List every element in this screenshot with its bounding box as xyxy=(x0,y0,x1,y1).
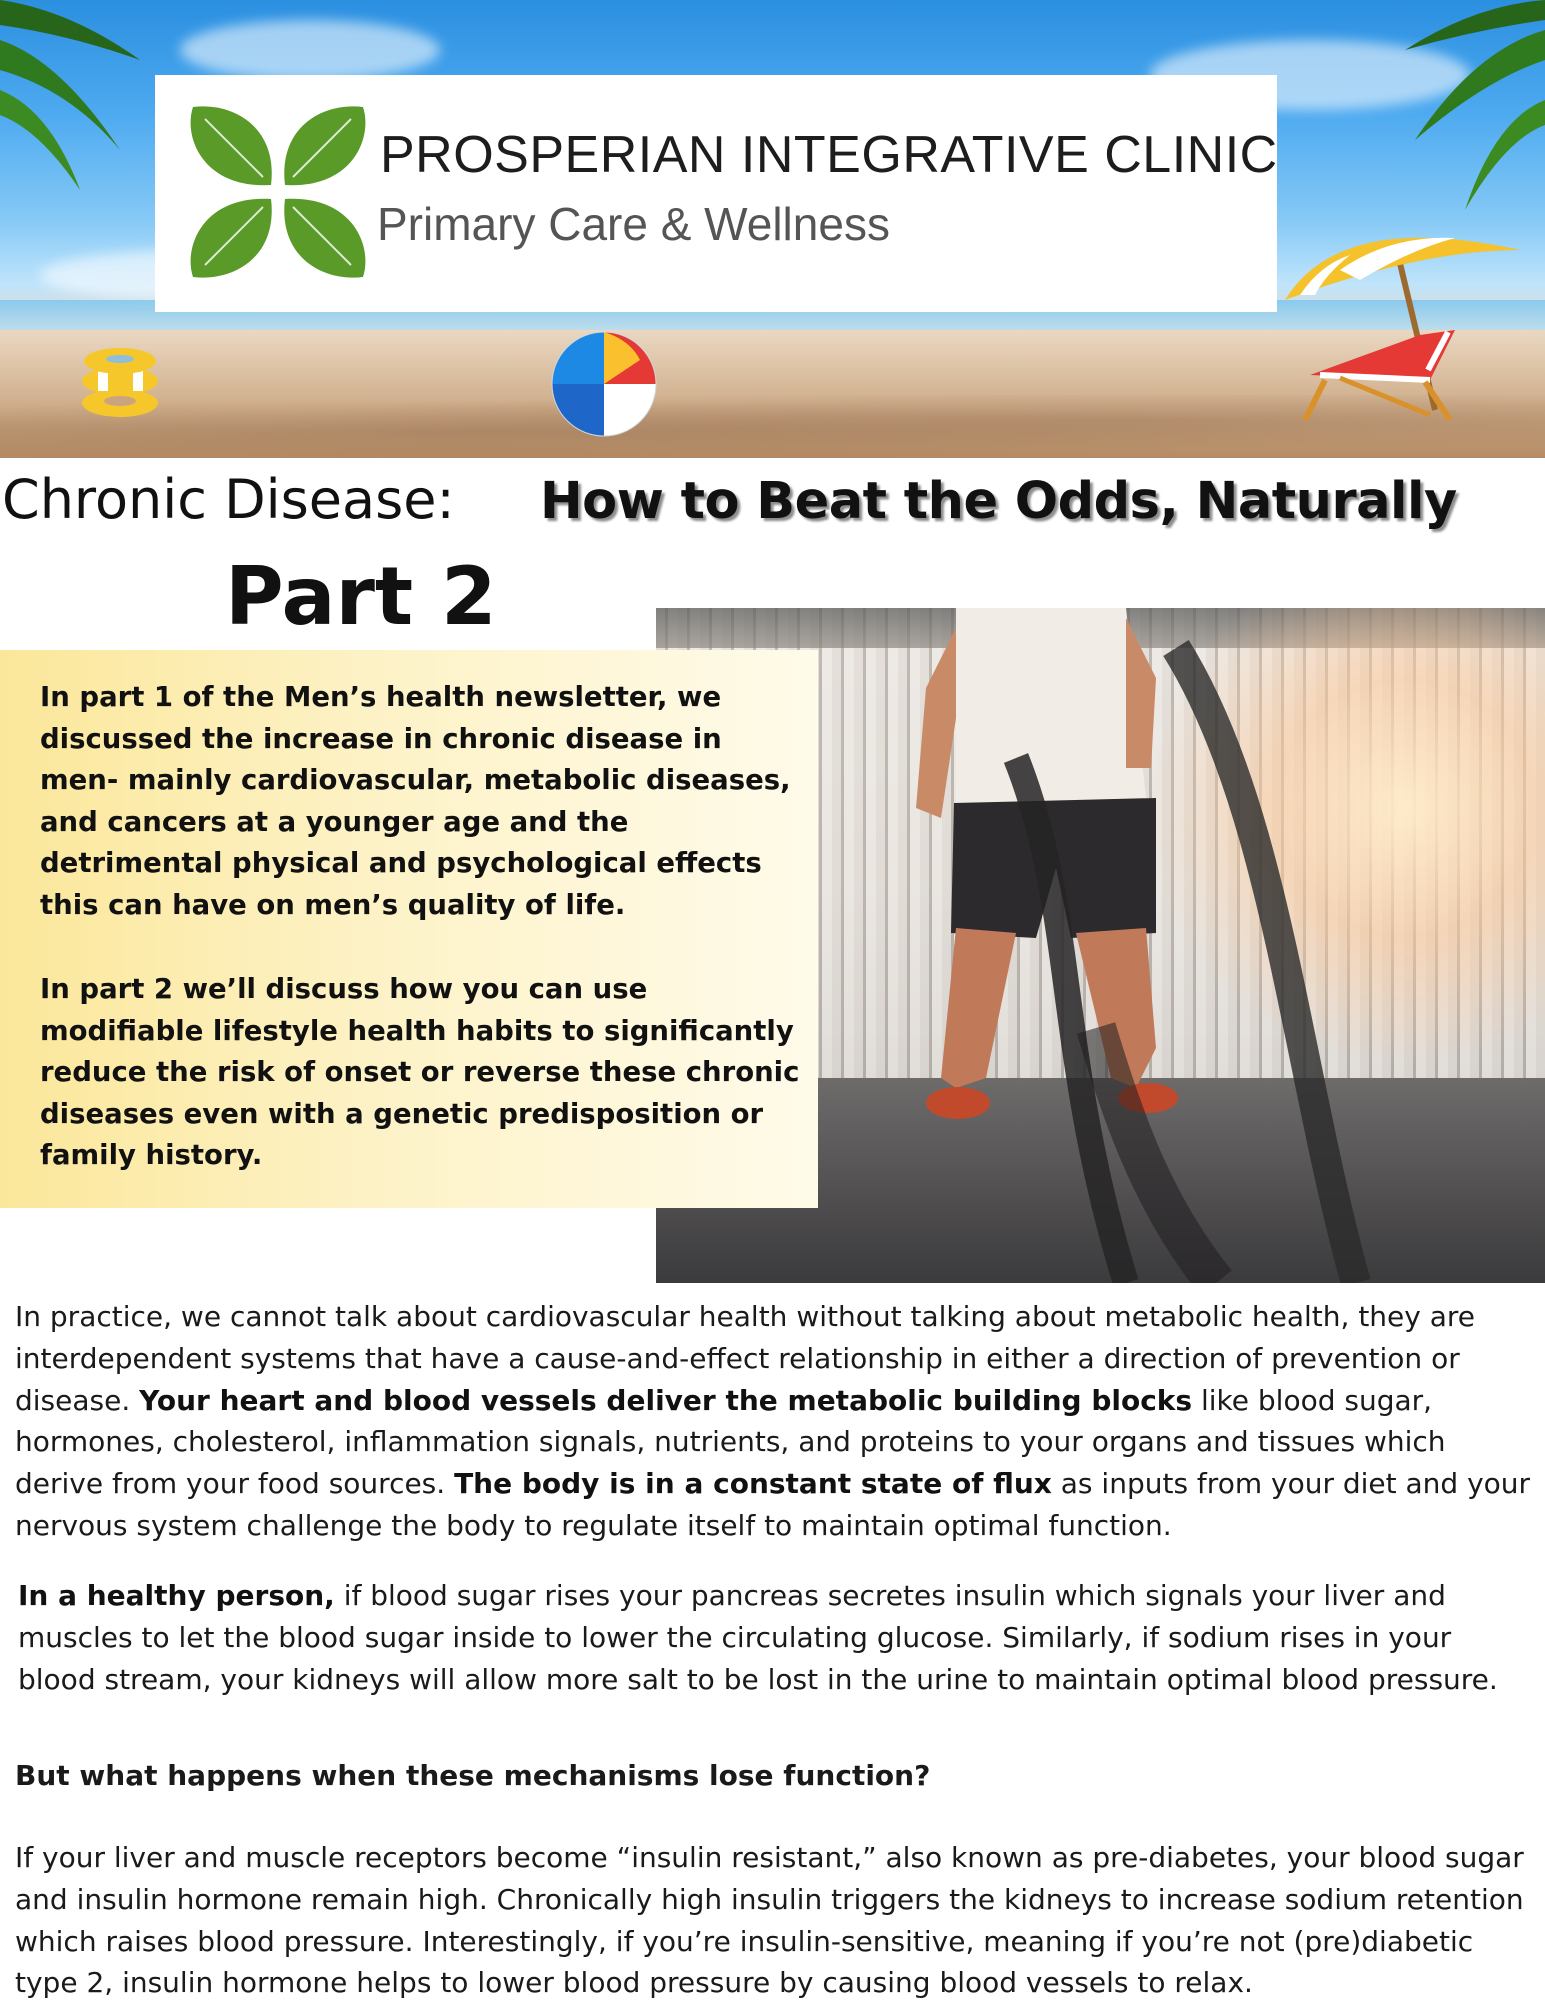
bold-text-run: In a healthy person, xyxy=(18,1579,335,1612)
intro-panel xyxy=(0,650,818,1208)
article-title-headline: How to Beat the Odds, Naturally xyxy=(540,472,1457,531)
cloud xyxy=(180,20,440,80)
article-title-prefix: Chronic Disease: xyxy=(2,468,455,531)
body-paragraph-3: If your liver and muscle receptors become “insulin resistant,” also known as pre-diabetes, your blood sugar and insulin hormone remain high. Chronically high insulin triggers the kidneys to increase sodium retention which raises blood pressure. Interestingly, if you’re insulin-sensitive, meaning if you’re not (pre)diabetic type 2, insulin hormone helps to lower blood pressure by causing blood vessels to relax. xyxy=(15,1841,1524,2000)
text-run: if blood sugar rises your pancreas secretes insulin which signals your liver and muscles to let the blood sugar inside to lower the circulating glucose. Similarly, if sodium rises in your blood stream, your kidneys will allow more salt to be lost in the urine to maintain optimal blood pressure. xyxy=(18,1579,1498,1696)
clinic-logo-card xyxy=(155,75,1277,312)
clinic-leaf-logo-icon xyxy=(183,97,373,287)
header-banner xyxy=(0,0,1545,458)
clinic-tagline: Primary Care & Wellness xyxy=(377,198,890,250)
intro-paragraph-2: In part 2 we’ll discuss how you can use modifiable lifestyle health habits to significantly reduce the risk of onset or reverse these chronic diseases even with a genetic predisposition or family history. xyxy=(40,973,800,1171)
palm-leaves-left-icon xyxy=(0,0,150,200)
text-run: as inputs from your diet and your nervous system challenge the body to regulate itself to maintain optimal function. xyxy=(15,1467,1531,1542)
question-heading: But what happens when these mechanisms lose function? xyxy=(15,1759,931,1792)
beach-umbrella-chair-icon xyxy=(1280,210,1520,430)
swim-rings-icon xyxy=(78,345,163,420)
palm-leaves-right-icon xyxy=(1395,0,1545,220)
bold-text-run: The body is in a constant state of flux xyxy=(454,1467,1052,1501)
intro-paragraph-1: In part 1 of the Men’s health newsletter, we discussed the increase in chronic disease in men- mainly cardiovascular, metabolic diseases, and cancers at a younger age and the detrimental physical and psychological effects this can have on men’s quality of life. xyxy=(40,681,791,921)
part-label: Part 2 xyxy=(225,550,497,643)
beach-ball-icon xyxy=(550,330,658,438)
text-run: like blood sugar, hormones, cholesterol, inflammation signals, nutrients, and proteins to your organs and tissues which derive from your food sources. xyxy=(15,1383,1446,1501)
clinic-name: PROSPERIAN INTEGRATIVE CLINIC xyxy=(380,126,1278,184)
text-run: In practice, we cannot talk about cardiovascular health without talking about metabolic health, they are interdependent systems that have a cause-and-effect relationship in either a direction of prevention or disease. xyxy=(15,1300,1476,1417)
body-paragraph-1 xyxy=(15,1296,1535,1547)
body-paragraph-2 xyxy=(18,1575,1535,1700)
bold-text-run: Your heart and blood vessels deliver the metabolic building blocks xyxy=(139,1383,1193,1417)
